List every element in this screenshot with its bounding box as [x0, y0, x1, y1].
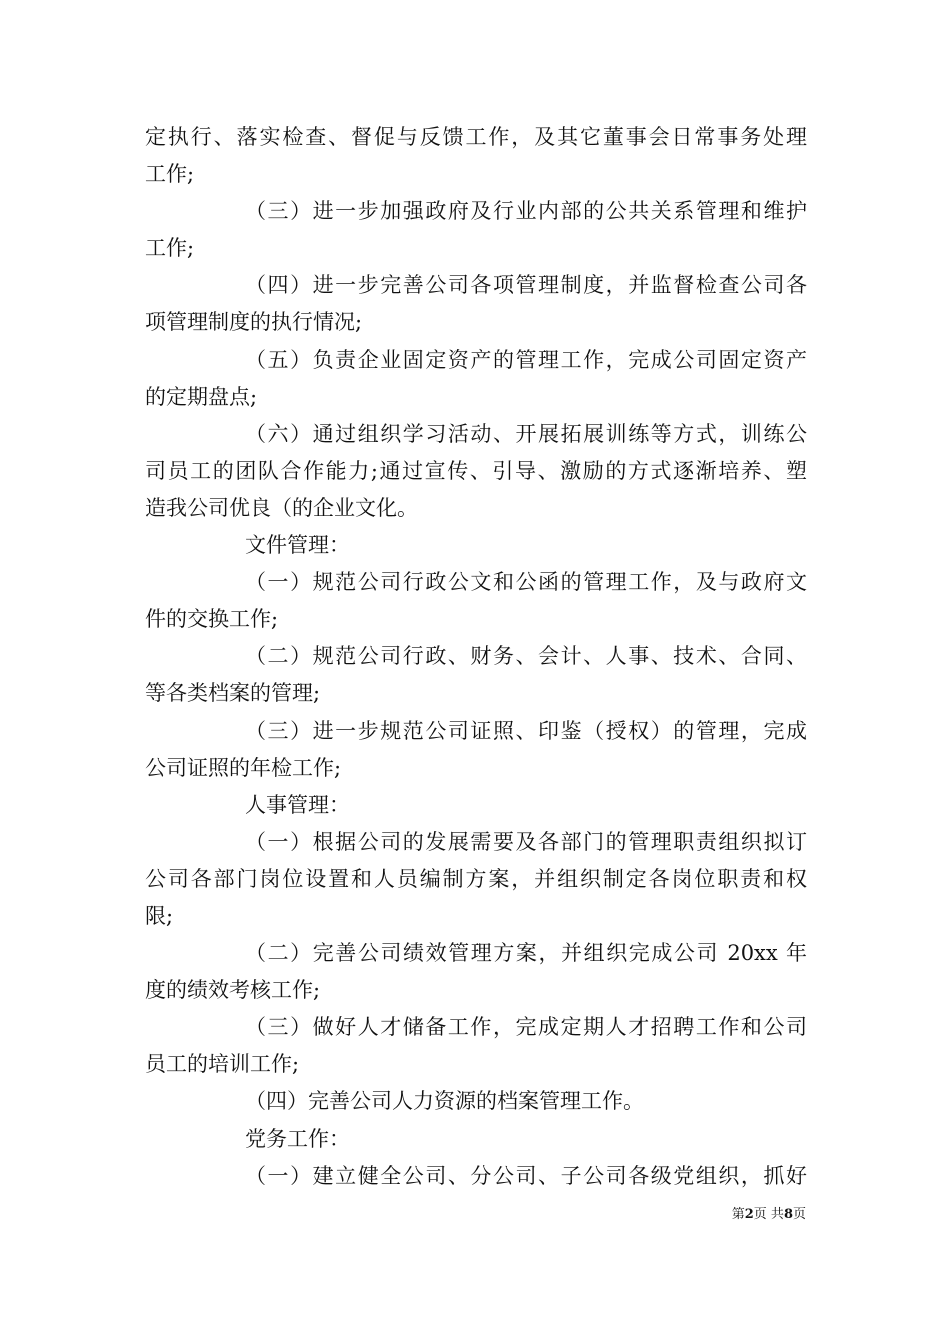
paragraph-line: 造我公司优良（的企业文化。 [145, 495, 418, 520]
footer-suffix: 页 [792, 1207, 806, 1222]
total-page-count: 8 [783, 1207, 793, 1222]
section-heading: 文件管理： [245, 533, 350, 558]
current-page-number: 2 [744, 1207, 754, 1222]
paragraph-line: （三）进一步加强政府及行业内部的公共关系管理和维护 [245, 199, 807, 224]
paragraph-line: （四）完善公司人力资源的档案管理工作。 [245, 1089, 644, 1114]
paragraph-line: 工作; [145, 162, 195, 187]
paragraph-line: （五）负责企业固定资产的管理工作，完成公司固定资产 [245, 347, 807, 372]
paragraph-line: 公司各部门岗位设置和人员编制方案，并组织制定各岗位职责和权 [145, 866, 807, 891]
document-body [145, 119, 807, 1195]
paragraph-line: （三）进一步规范公司证照、印鉴（授权）的管理，完成 [245, 718, 807, 743]
paragraph-line: 司员工的团队合作能力;通过宣传、引导、激励的方式逐渐培养、塑 [145, 458, 807, 483]
paragraph-line: （一）建立健全公司、分公司、子公司各级党组织，抓好 [245, 1163, 807, 1188]
paragraph-line: （四）进一步完善公司各项管理制度，并监督检查公司各 [245, 273, 807, 298]
section-heading: 党务工作： [245, 1126, 350, 1151]
paragraph-line: （二）规范公司行政、财务、会计、人事、技术、合同、 [245, 644, 807, 669]
paragraph-line: （三）做好人才储备工作，完成定期人才招聘工作和公司 [245, 1015, 807, 1040]
section-heading: 人事管理： [245, 792, 350, 817]
paragraph-line: （六）通过组织学习活动、开展拓展训练等方式，训练公 [245, 421, 807, 446]
paragraph-line: 度的绩效考核工作; [145, 978, 321, 1003]
paragraph-line: 工作; [145, 236, 195, 261]
paragraph-line: 定执行、落实检查、督促与反馈工作，及其它董事会日常事务处理 [145, 125, 807, 149]
footer-middle: 页 共 [753, 1207, 784, 1222]
paragraph-line: （一）规范公司行政公文和公函的管理工作，及与政府文 [245, 570, 807, 595]
paragraph-line: 限; [145, 903, 174, 928]
paragraph-line: （二）完善公司绩效管理方案，并组织完成公司 20xx 年 [245, 941, 807, 966]
paragraph-line: 公司证照的年检工作; [145, 755, 342, 780]
paragraph-line: 的定期盘点; [145, 384, 258, 409]
page-number-footer [700, 1203, 806, 1222]
paragraph-line: 件的交换工作; [145, 607, 279, 632]
paragraph-line: 员工的培训工作; [145, 1052, 300, 1077]
paragraph-line: 项管理制度的执行情况; [145, 310, 363, 335]
paragraph-line: （一）根据公司的发展需要及各部门的管理职责组织拟订 [245, 829, 807, 854]
paragraph-line: 等各类档案的管理; [145, 681, 321, 706]
footer-prefix: 第 [731, 1207, 745, 1222]
